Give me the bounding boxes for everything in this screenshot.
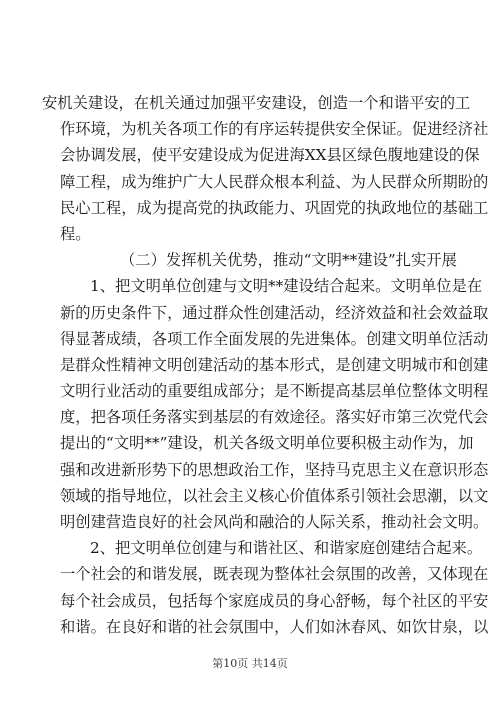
text-line: 民心工程，成为提高党的执政能力、巩固党的执政地位的基础工 <box>60 198 489 217</box>
text-line: 1、把文明单位创建与文明**建设结合起来。文明单位是在 <box>90 277 483 296</box>
text-line: 安机关建设，在机关通过加强平安建设，创造一个和谐平安的工 <box>42 94 471 112</box>
text-line: 程。 <box>60 224 91 243</box>
text-line: 领域的指导地位，以社会主义核心价值体系引领社会思潮，以文 <box>60 486 489 505</box>
text-line: 提出的“文明**”建设，机关各级文明单位要积极主动作为，加 <box>60 434 474 453</box>
text-line: 每个社会成员，包括每个家庭成员的身心舒畅，每个社区的平安 <box>60 591 489 610</box>
text-line: 是群众性精神文明创建活动的基本形式，是创建文明城市和创建 <box>60 355 489 374</box>
text-line: 得显著成绩，各项工作全面发展的先进集体。创建文明单位活动 <box>60 329 489 348</box>
text-line: 度，把各项任务落实到基层的有效途径。落实好市第三次党代会 <box>60 408 489 427</box>
text-line: 2、把文明单位创建与和谐社区、和谐家庭创建结合起来。 <box>90 539 483 558</box>
text-line: 会协调发展，使平安建设成为促进海XX县区绿色腹地建设的保 <box>60 146 480 165</box>
body-text <box>42 90 489 640</box>
text-line: 强和改进新形势下的思想政治工作，坚持马克思主义在意识形态 <box>60 460 489 479</box>
text-line: 新的历史条件下，通过群众性创建活动，经济效益和社会效益取 <box>60 303 489 322</box>
text-line: 作环境，为机关各项工作的有序运转提供安全保证。促进经济社 <box>60 120 489 139</box>
text-line: 文明行业活动的重要组成部分；是不断提高基层单位整体文明程 <box>60 382 489 401</box>
page-number: 第10页 共14页 <box>212 657 288 670</box>
text-line: 障工程，成为维护广大人民群众根本利益、为人民群众所期盼的 <box>60 172 489 191</box>
text-line: 和谐。在良好和谐的社会氛围中，人们如沐春风、如饮甘泉，以 <box>60 617 489 636</box>
text-line: 明创建营造良好的社会风尚和融洽的人际关系，推动社会文明。 <box>60 513 489 531</box>
section-heading: （二）发挥机关优势，推动“文明**建设”扎实开展 <box>120 251 457 270</box>
text-line: 一个社会的和谐发展，既表现为整体社会氛围的改善，又体现在 <box>60 565 489 584</box>
